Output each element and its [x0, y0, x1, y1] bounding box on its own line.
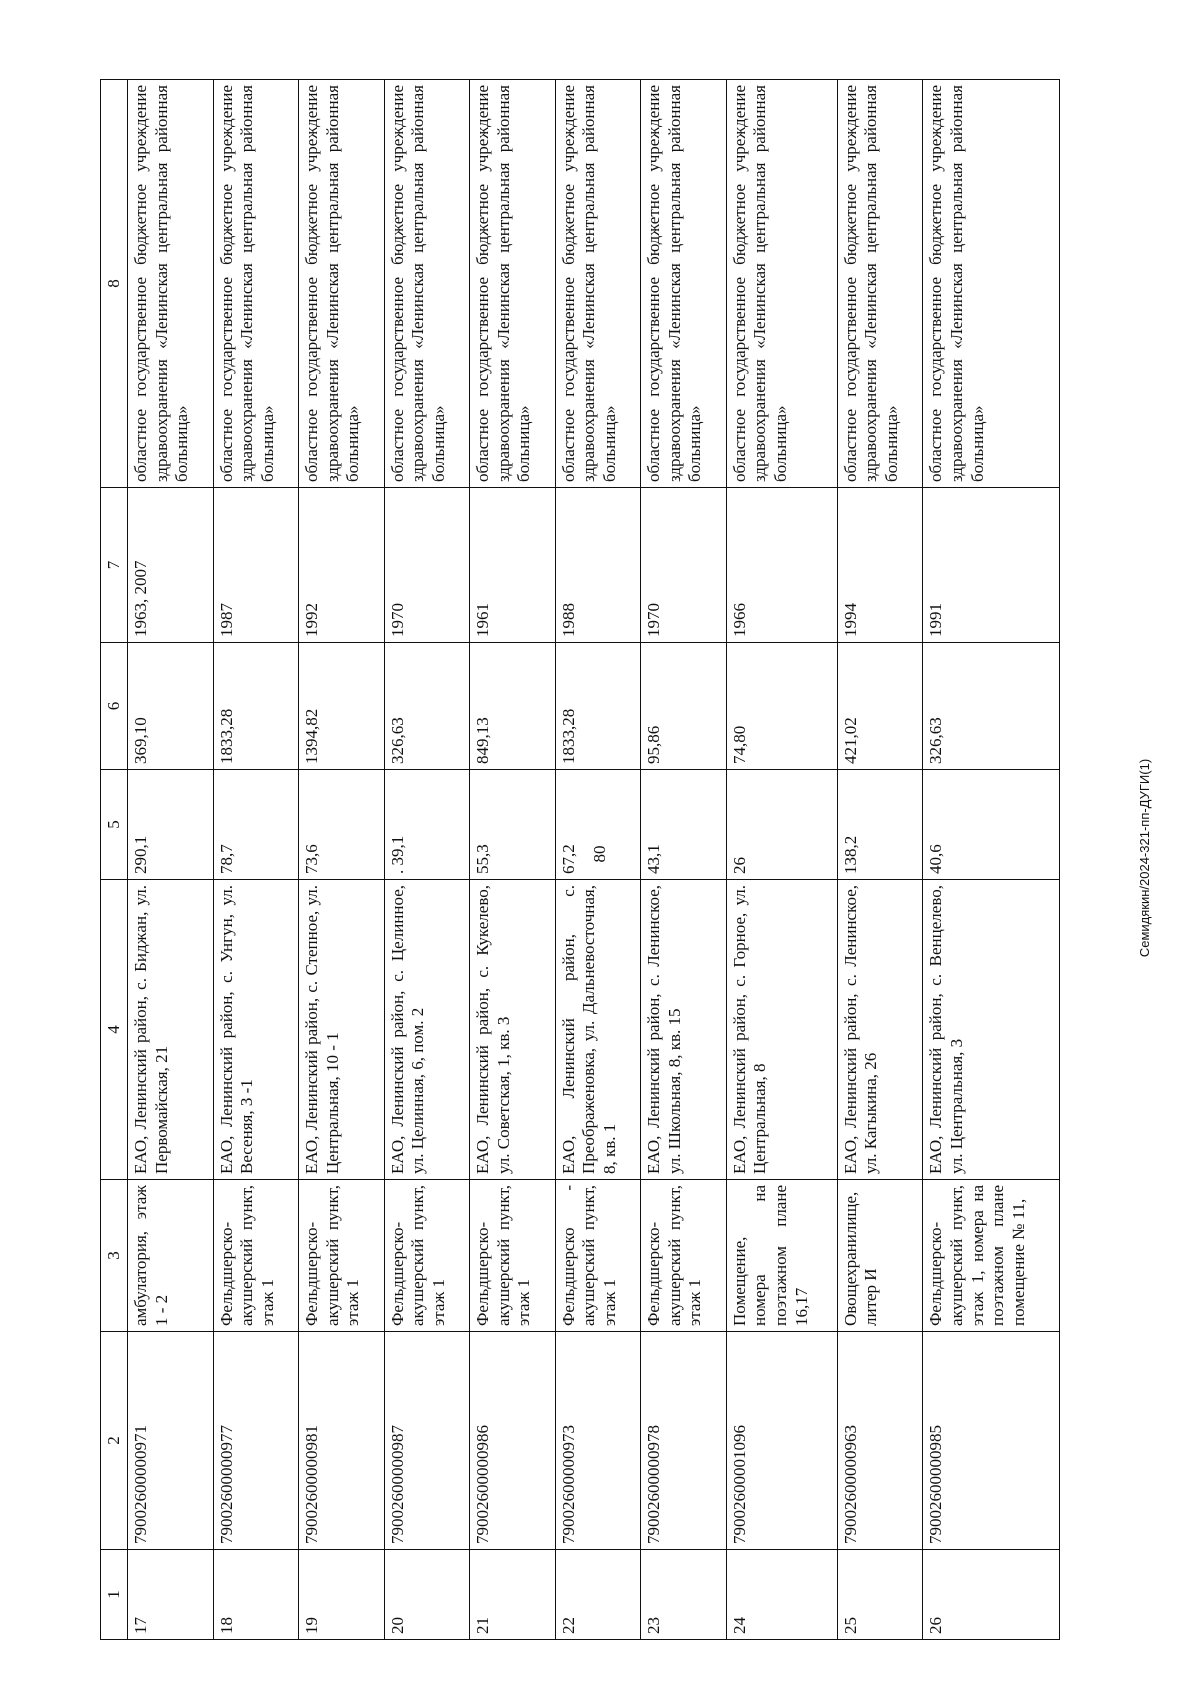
header-col-7: 7	[101, 488, 128, 643]
object-name: Овощехранилище, литер И	[837, 1180, 923, 1332]
object-area: 67,2	[555, 770, 641, 880]
document-code: Семидякин/2024-321-пп-ДУГИ(1)	[1137, 758, 1152, 958]
object-area: 73,6	[299, 770, 385, 880]
row-number: 18	[213, 1550, 299, 1640]
row-number: 21	[470, 1550, 556, 1640]
object-name: амбулатория, этаж 1 - 2	[128, 1180, 214, 1332]
object-address: ЕАО, Ленинский район, с. Венцелево, ул. Центральная, 3	[923, 880, 1060, 1180]
cadastral-number: 79002600000981	[299, 1332, 385, 1550]
object-year: 1992	[299, 488, 385, 643]
object-area: 43,1	[641, 770, 727, 880]
row-number: 22	[555, 1550, 641, 1640]
header-col-5: 5	[101, 770, 128, 880]
holder-organization: областное государственное бюджетное учреждение здравоохранения «Ленинская центральная районная больница»	[470, 80, 556, 488]
cadastral-number: 79002600000987	[384, 1332, 470, 1550]
table-row	[555, 80, 641, 1640]
row-number: 17	[128, 1550, 214, 1640]
object-name: Фельдшерско - акушерский пункт, этаж 1	[555, 1180, 641, 1332]
object-value: 326,63	[923, 643, 1060, 770]
cadastral-number: 79002600000963	[837, 1332, 923, 1550]
object-year: 1961	[470, 488, 556, 643]
holder-organization: областное государственное бюджетное учреждение здравоохранения «Ленинская центральная районная больница»	[837, 80, 923, 488]
holder-organization: областное государственное бюджетное учреждение здравоохранения «Ленинская центральная районная больница»	[726, 80, 837, 488]
object-address: ЕАО, Ленинский район, с. Ленинское, ул. Кагыкина, 26	[837, 880, 923, 1180]
cadastral-number: 79002600000985	[923, 1332, 1060, 1550]
object-year: 1991	[923, 488, 1060, 643]
object-name: Фельдшерско-акушерский пункт, этаж 1	[213, 1180, 299, 1332]
object-year: 1970	[641, 488, 727, 643]
object-address: ЕАО, Ленинский район, с. Унгун, ул. Весеняя, 3 -1	[213, 880, 299, 1180]
object-name: Помещение, номера на поэтажном плане 16,17	[726, 1180, 837, 1332]
object-value: 369,10	[128, 643, 214, 770]
cadastral-number: 79002600000971	[128, 1332, 214, 1550]
holder-organization: областное государственное бюджетное учреждение здравоохранения «Ленинская центральная районная больница»	[213, 80, 299, 488]
object-area: . 39,1	[384, 770, 470, 880]
property-table	[100, 79, 1060, 1640]
object-address: ЕАО, Ленинский район, с. Ленинское, ул. Школьная, 8, кв. 15	[641, 880, 727, 1180]
object-value: 1394,82	[299, 643, 385, 770]
holder-organization: областное государственное бюджетное учреждение здравоохранения «Ленинская центральная районная больница»	[555, 80, 641, 488]
header-col-2: 2	[101, 1332, 128, 1550]
object-address: ЕАО, Ленинский район, с. Целинное, ул. Целинная, 6, пом. 2	[384, 880, 470, 1180]
holder-organization: областное государственное бюджетное учреждение здравоохранения «Ленинская центральная районная больница»	[384, 80, 470, 488]
table-header-row	[101, 80, 128, 1640]
object-address: ЕАО, Ленинский район, с. Преображеновка, ул. Дальневосточная, 8, кв. 1	[555, 880, 641, 1180]
object-address: ЕАО, Ленинский район, с. Биджан, ул. Первомайская, 21	[128, 880, 214, 1180]
holder-organization: областное государственное бюджетное учреждение здравоохранения «Ленинская центральная районная больница»	[299, 80, 385, 488]
object-address: ЕАО, Ленинский район, с. Степное, ул. Центральная, 10 - 1	[299, 880, 385, 1180]
row-number: 26	[923, 1550, 1060, 1640]
row-number: 19	[299, 1550, 385, 1640]
object-name: Фельдшерско-акушерский пункт, этаж 1, номера на поэтажном плане помещение № 11,	[923, 1180, 1060, 1332]
holder-organization: областное государственное бюджетное учреждение здравоохранения «Ленинская центральная районная больница»	[641, 80, 727, 488]
object-value: 1833,28	[555, 643, 641, 770]
object-area: 55,3	[470, 770, 556, 880]
header-col-4: 4	[101, 880, 128, 1180]
object-value: 1833,28	[213, 643, 299, 770]
row-number: 20	[384, 1550, 470, 1640]
object-area: 290,1	[128, 770, 214, 880]
object-value: 95,86	[641, 643, 727, 770]
object-year: 1970	[384, 488, 470, 643]
cadastral-number: 79002600000973	[555, 1332, 641, 1550]
table-row	[128, 80, 214, 1640]
table-row	[837, 80, 923, 1640]
object-area: 138,2	[837, 770, 923, 880]
object-value: 421,02	[837, 643, 923, 770]
object-value: 74,80	[726, 643, 837, 770]
object-year: 1987	[213, 488, 299, 643]
header-col-3: 3	[101, 1180, 128, 1332]
holder-organization: областное государственное бюджетное учреждение здравоохранения «Ленинская центральная районная больница»	[128, 80, 214, 488]
cadastral-number: 79002600000978	[641, 1332, 727, 1550]
object-address: ЕАО, Ленинский район, с. Горное, ул. Центральная, 8	[726, 880, 837, 1180]
row-number: 23	[641, 1550, 727, 1640]
object-value: 326,63	[384, 643, 470, 770]
table-row	[726, 80, 837, 1640]
page-number: 80	[590, 845, 609, 863]
table-row	[213, 80, 299, 1640]
table-row	[384, 80, 470, 1640]
header-col-1: 1	[101, 1550, 128, 1640]
table-row	[641, 80, 727, 1640]
row-number: 24	[726, 1550, 837, 1640]
table-row	[470, 80, 556, 1640]
object-area: 40,6	[923, 770, 1060, 880]
header-col-8: 8	[101, 80, 128, 488]
object-area: 26	[726, 770, 837, 880]
cadastral-number: 79002600000977	[213, 1332, 299, 1550]
header-col-6: 6	[101, 643, 128, 770]
object-value: 849,13	[470, 643, 556, 770]
object-year: 1966	[726, 488, 837, 643]
object-year: 1994	[837, 488, 923, 643]
holder-organization: областное государственное бюджетное учреждение здравоохранения «Ленинская центральная районная больница»	[923, 80, 1060, 488]
cadastral-number: 79002600001096	[726, 1332, 837, 1550]
object-name: Фельдшерско-акушерский пункт, этаж 1	[384, 1180, 470, 1332]
object-year: 1963, 2007	[128, 488, 214, 643]
object-name: Фельдшерско-акушерский пункт, этаж 1	[470, 1180, 556, 1332]
table-row	[923, 80, 1060, 1640]
rotated-table-wrapper	[100, 80, 1060, 1640]
table-row	[299, 80, 385, 1640]
object-area: 78,7	[213, 770, 299, 880]
cadastral-number: 79002600000986	[470, 1332, 556, 1550]
row-number: 25	[837, 1550, 923, 1640]
object-name: Фельдшерско-акушерский пункт, этаж 1	[299, 1180, 385, 1332]
object-address: ЕАО, Ленинский район, с. Кукелево, ул. Советская, 1, кв. 3	[470, 880, 556, 1180]
object-name: Фельдшерско-акушерский пункт, этаж 1	[641, 1180, 727, 1332]
object-year: 1988	[555, 488, 641, 643]
